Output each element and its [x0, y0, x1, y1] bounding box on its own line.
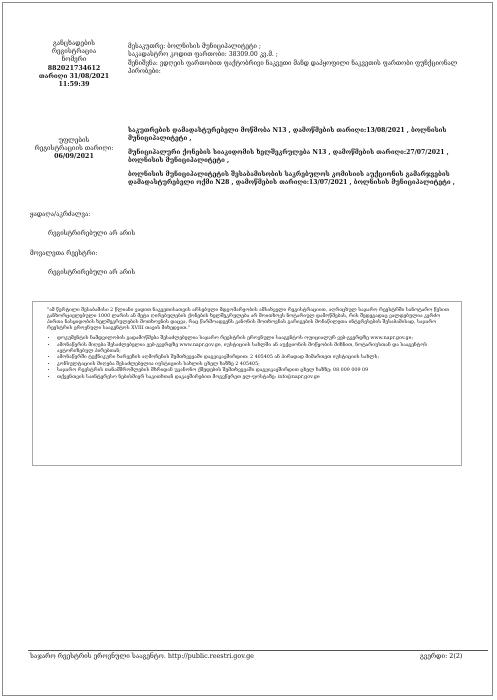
owner-line: მესაკუთრე: ბოლნისის მუნიციპალიტეტი ; [128, 43, 261, 50]
page-number: გვერდი: 2(2) [420, 652, 463, 660]
reg-label-1: განცხადების [52, 40, 96, 47]
encumbrance-label: ყადაღა/აკრძალვა: [30, 211, 91, 218]
document-2: მუნიციპალური ქონების სიაკიდომის ხელშეკრულება N13 , დამოწმების თარიღი:27/07/2021 , ბოლნისის მუნიციპალიტეტი , [128, 149, 449, 165]
notice-item: • დოკუმენტის ნამდვილობის გადამოწმება შესაძლებელია საჯარო რეესტრის ეროვნული სააგენტოს ოფიციალურ ვებ-გვერდზე www.napr.gov.ge; [57, 336, 453, 342]
prep-label-2: რეგისტრაციის თარიღი: [34, 145, 114, 153]
area-line: საკადასტრო კოდით ფართობი: 38309.00 კვ.მ. ; [128, 51, 278, 59]
document-3: ბოლნისის მუნიციპალიტეტის შესაბამისობის საკრებულოს კომისიის აუქციონის გამარჯვების დამადასტურებელი ოქმი N28 , დამოწმების თარიღი:13/07/2021 , ბოლნისის მუნიციპალიტეტი , [128, 171, 455, 187]
footer-divider [28, 650, 488, 651]
notice-item: • საჯარო რეესტრის თანამშრომლების მხრიდან უკანონო ქმედების შემთხვევაში დაგვიკავშირდით ცხელ ხაზზე: 08 009 009 09 [57, 368, 453, 374]
debtors-label: მოვალეთა რეესტრი: [30, 250, 98, 257]
notice-intro: "ამ წერტილი შესაბამისი 2 წლიანი ვადით ნაკვეთისათვის არსებული მდგომარეობის ამსახველი რეგისტრაციით, აღრიცხულ საჯარო რეესტრში სანოტარო წესით განხორციელებული 1000 ლარის ან მეტი ღირებულების ქონების ხელშეკრულება არ მოითხოვს ნოტარიულ დამოწმებას, რის შედეგადაც ვალდებულია კერძო პირთა ნასყიდობის ხელშეკრულების მოთხოვნის დაცვა, რაც წარმოადგენს კანონის მოთხოვნას გარიგების მონაწილეთა ინტერესების შესაბამისად, საჯარო რეესტრის ეროვნული სააგენტოს XVIII თავის მიხედვით." [47, 308, 449, 331]
notice-list [47, 336, 453, 381]
reg-label-2: რეგისტრაცია [51, 48, 97, 56]
registration-info [30, 40, 118, 89]
reg-time: 11:59:39 [58, 81, 90, 89]
debtors-value: რეგისტრირებული არ არის [48, 269, 136, 276]
reg-label-3: ნომერი [61, 56, 87, 64]
footer-agency: საჯარო რეესტრის ეროვნული სააგენტო. http://public.reestri.gov.ge [30, 652, 254, 660]
reg-date: თარიღი 31/08/2021 [38, 72, 110, 80]
note-line: შენიშვნა: ვდღეის ფართობით ფაქტობრივი ნაკვეთი მანდ დაჰყოფილი ნაკვეთის ფართობი ფუნქციონალ პირობები: [128, 59, 458, 76]
encumbrance-value: რეგისტრირებული არ არის [48, 230, 136, 237]
notice-item: • კონსულტაციის მიღება შესაძლებელია იუსტიციის სახლის ცხელ ხაზზე 2 405405; [57, 362, 453, 368]
owner-block [128, 43, 473, 77]
notice-item: • თქვენთვის საინტერესო ნებისმიერ საკითხთან დაკავშირებით მოგვწერეთ ელ-ფოსტაზე: info@napr.gov.ge [57, 375, 453, 381]
notice-item: • ამონაწერის მიღება შესაძლებელია ვებ-გვერდზე www.napr.gov.ge, იუსტიციის სახლში ან აუქციონის მოწყობის მიზნით, ნოტარიუსთან და სააგენტოს ავტორიზებულ პირებთან; [57, 343, 453, 355]
prep-date: 06/09/2021 [54, 153, 94, 161]
preparation-info [30, 137, 118, 162]
reg-number: 882021734612 [47, 64, 101, 72]
notice-item: • ამონაწერში ტექნიკური ხარვეზის აღმოჩენის შემთხვევაში დაგვიკავშირდით: 2 405405 ან პირადად მიმართეთ იუსტიციის სახლს; [57, 355, 453, 361]
document-1: საკუთრების დამადასტურებელი მოწმობა N13 , დამოწმების თარიღი:13/08/2021 , ბოლნისის მუნიციპალიტეტი , [128, 127, 447, 143]
notice-box [32, 301, 462, 466]
prep-label-1: უფლების [58, 137, 90, 144]
